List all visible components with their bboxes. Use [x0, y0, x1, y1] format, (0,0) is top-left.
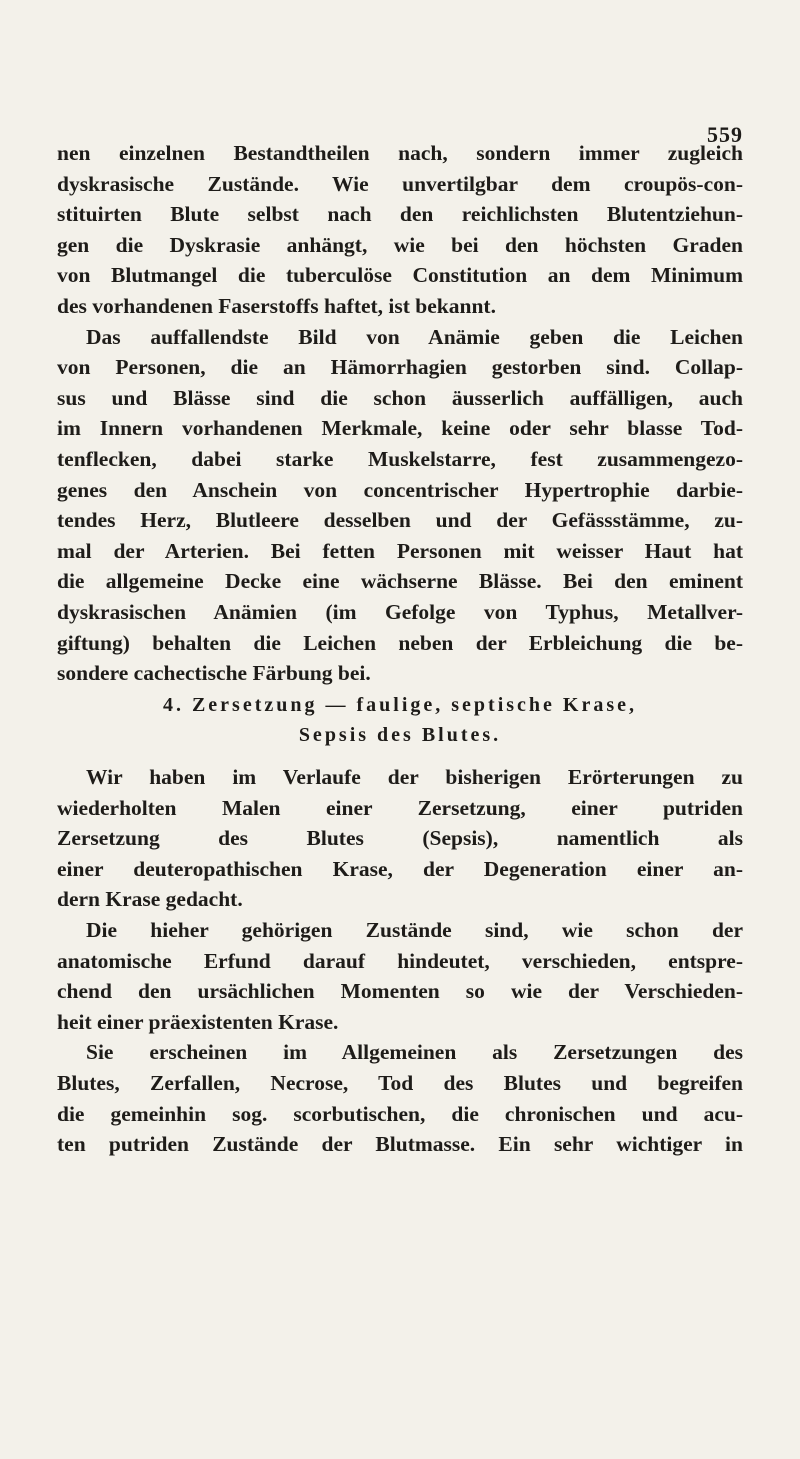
- text-line: von Personen, die an Hämorrhagien gestorben sind. Collap-: [57, 355, 743, 380]
- section-heading-line-1: 4. Zersetzung — faulige, septische Krase,: [162, 694, 638, 716]
- paragraph-continuation: [57, 138, 743, 322]
- text-line: chend den ursächlichen Momenten so wie der Verschieden-: [57, 979, 743, 1004]
- text-block-bottom: [57, 762, 743, 1160]
- paragraph-intro: [57, 762, 743, 915]
- text-line: Die hieher gehörigen Zustände sind, wie schon der: [86, 917, 743, 942]
- paragraph-anaemia: [57, 322, 743, 689]
- text-line: die gemeinhin sog. scorbutischen, die chronischen und acu-: [57, 1101, 743, 1126]
- text-line: heit einer präexistenten Krase.: [57, 1009, 339, 1034]
- text-line: sus und Blässe sind die schon äusserlich auffälligen, auch: [57, 385, 743, 410]
- text-line: wiederholten Malen einer Zersetzung, einer putriden: [57, 795, 743, 820]
- text-line: Blutes, Zerfallen, Necrose, Tod des Blutes und begreifen: [57, 1070, 743, 1095]
- text-line: die allgemeine Decke eine wächserne Blässe. Bei den eminent: [57, 569, 743, 594]
- text-line: stituirten Blute selbst nach den reichlichsten Blutentziehun-: [57, 202, 743, 227]
- text-line: Das auffallendste Bild von Anämie geben die Leichen: [86, 324, 743, 349]
- text-line: des vorhandenen Faserstoffs haftet, ist bekannt.: [57, 293, 496, 318]
- text-line: anatomische Erfund darauf hindeutet, verschieden, entspre-: [57, 948, 743, 973]
- text-line: im Innern vorhandenen Merkmale, keine oder sehr blasse Tod-: [57, 416, 743, 441]
- text-line: tendes Herz, Blutleere desselben und der Gefässstämme, zu-: [57, 508, 743, 533]
- section-heading: [57, 690, 743, 750]
- text-line: dyskrasischen Anämien (im Gefolge von Typhus, Metallver-: [57, 599, 743, 624]
- text-line: Zersetzung des Blutes (Sepsis), namentlich als: [57, 826, 743, 851]
- text-line: genes den Anschein von concentrischer Hypertrophie darbie-: [57, 477, 743, 502]
- text-line: Sie erscheinen im Allgemeinen als Zersetzungen des: [86, 1040, 743, 1065]
- text-line: sondere cachectische Färbung bei.: [57, 661, 371, 686]
- paragraph-conditions: [57, 915, 743, 1037]
- text-line: dern Krase gedacht.: [57, 887, 243, 912]
- text-line: gen die Dyskrasie anhängt, wie bei den höchsten Graden: [57, 232, 743, 257]
- text-line: tenflecken, dabei starke Muskelstarre, fest zusammengezo-: [57, 446, 743, 471]
- text-line: nen einzelnen Bestandtheilen nach, sondern immer zugleich: [57, 141, 743, 165]
- page-number: 559: [707, 122, 743, 147]
- section-heading-line-2: Sepsis des Blutes.: [298, 724, 502, 746]
- text-line: ten putriden Zustände der Blutmasse. Ein sehr wichtiger in: [57, 1132, 743, 1157]
- text-line: mal der Arterien. Bei fetten Personen mit weisser Haut hat: [57, 538, 743, 563]
- paragraph-decomposition: [57, 1037, 743, 1159]
- text-line: von Blutmangel die tuberculöse Constitution an dem Minimum: [57, 263, 743, 288]
- text-line: einer deuteropathischen Krase, der Degeneration einer an-: [57, 856, 743, 881]
- text-line: giftung) behalten die Leichen neben der Erbleichung die be-: [57, 630, 743, 655]
- text-line: Wir haben im Verlaufe der bisherigen Erörterungen zu: [86, 765, 743, 789]
- text-block-top: [57, 138, 743, 689]
- text-line: dyskrasische Zustände. Wie unvertilgbar dem croupös-con-: [57, 171, 743, 196]
